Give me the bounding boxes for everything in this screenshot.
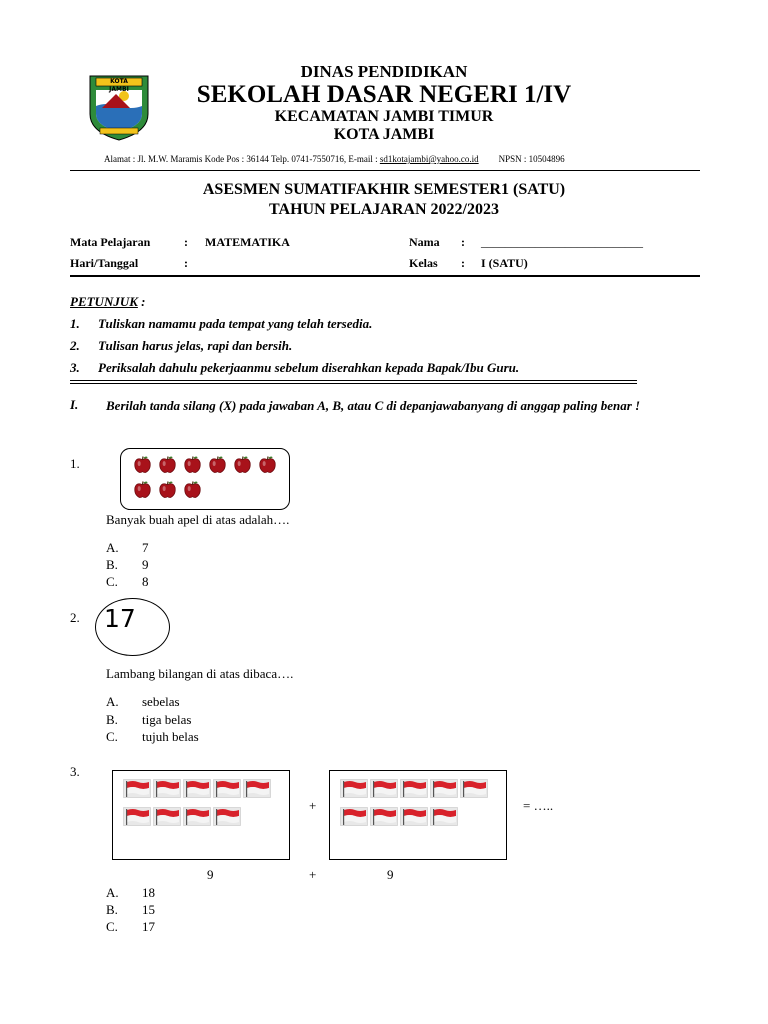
flag-icon: [340, 807, 368, 831]
instruction-text: Periksalah dahulu pekerjaanmu sebelum diserahkan kepada Bapak/Ibu Guru.: [98, 360, 520, 375]
header-agency: DINAS PENDIDIKAN: [300, 62, 468, 81]
day-colon: :: [184, 256, 188, 270]
name-label: Nama: [409, 235, 440, 249]
email-link[interactable]: sd1kotajambi@yahoo.co.id: [379, 154, 479, 164]
section-instruction: Berilah tanda silang (X) pada jawaban A, B, atau C di depanjawabanyang di anggap paling benar !: [106, 398, 641, 413]
option-letter[interactable]: C.: [106, 729, 118, 744]
name-field[interactable]: ___________________________: [481, 235, 643, 249]
instruction-num: 3.: [70, 360, 80, 375]
instruction-text: Tulisan harus jelas, rapi dan bersih.: [98, 338, 293, 353]
apple-icon: [233, 455, 252, 479]
option-text: 17: [142, 919, 155, 934]
flag-icon: [213, 807, 241, 831]
option-letter[interactable]: A.: [106, 540, 119, 555]
left-count: 9: [207, 867, 214, 882]
flag-icon: [430, 779, 458, 803]
flag-icon: [213, 779, 241, 803]
number-circle: [95, 598, 170, 656]
instructions-divider: [70, 380, 637, 384]
figure-number: 17: [104, 604, 136, 633]
apple-icon: [133, 455, 152, 479]
instructions-heading-text: PETUNJUK: [70, 294, 138, 309]
question-number: 3.: [70, 764, 80, 779]
npsn-text: NPSN : 10504896: [498, 154, 565, 164]
day-label: Hari/Tanggal: [70, 256, 139, 270]
option-text: tujuh belas: [142, 729, 199, 744]
flag-icon: [430, 807, 458, 831]
flag-icon: [153, 779, 181, 803]
header-city: KOTA JAMBI: [333, 126, 435, 143]
subject-value: MATEMATIKA: [205, 235, 290, 249]
flag-box-right: [329, 770, 507, 860]
right-count: 9: [387, 867, 394, 882]
apple-icon: [133, 480, 152, 504]
option-letter[interactable]: C.: [106, 574, 118, 589]
instructions-heading-colon: :: [137, 294, 146, 309]
flag-icon: [243, 779, 271, 803]
option-text: 7: [142, 540, 149, 555]
question-number: 2.: [70, 610, 80, 625]
flag-icon: [123, 779, 151, 803]
option-letter[interactable]: B.: [106, 712, 118, 727]
letterhead-divider: [70, 170, 700, 171]
class-value: I (SATU): [481, 256, 528, 270]
address-text: Alamat : Jl. M.W. Maramis Kode Pos : 36144 Telp. 0741-7550716, E-mail :: [104, 154, 380, 164]
option-text: 18: [142, 885, 155, 900]
flag-icon: [400, 779, 428, 803]
subject-label: Mata Pelajaran: [70, 235, 151, 249]
option-letter[interactable]: B.: [106, 557, 118, 572]
flag-icon: [370, 807, 398, 831]
option-letter[interactable]: B.: [106, 902, 118, 917]
instructions-heading: [70, 294, 145, 310]
apple-icon: [158, 455, 177, 479]
instruction-num: 2.: [70, 338, 80, 353]
instruction-num: 1.: [70, 316, 80, 331]
logo-text: KOTA JAMBI: [109, 78, 129, 93]
plus-sign-count: +: [309, 867, 317, 882]
section-number: I.: [70, 397, 79, 412]
question-prompt: Banyak buah apel di atas adalah….: [106, 512, 290, 527]
class-label: Kelas: [409, 256, 438, 270]
instruction-text: Tuliskan namamu pada tempat yang telah tersedia.: [98, 316, 373, 331]
apple-icon: [158, 480, 177, 504]
flag-box-left: [112, 770, 290, 860]
question-number: 1.: [70, 456, 80, 471]
header-district: KECAMATAN JAMBI TIMUR: [274, 108, 494, 125]
equals-blank: = …..: [523, 798, 554, 813]
flag-icon: [183, 807, 211, 831]
exam-title: ASESMEN SUMATIFAKHIR SEMESTER1 (SATU): [202, 181, 566, 198]
apple-figure: [120, 448, 290, 510]
flag-icon: [153, 807, 181, 831]
header-school-name: SEKOLAH DASAR NEGERI 1/IV: [196, 81, 572, 108]
name-colon: :: [461, 235, 465, 249]
question-prompt: Lambang bilangan di atas dibaca….: [106, 666, 294, 681]
flag-icon: [460, 779, 488, 803]
option-text: tiga belas: [142, 712, 192, 727]
flag-icon: [340, 779, 368, 803]
subject-colon: :: [184, 235, 188, 249]
apple-icon: [183, 455, 202, 479]
option-text: 8: [142, 574, 149, 589]
apple-icon: [208, 455, 227, 479]
address-line: [104, 154, 704, 164]
option-text: 15: [142, 902, 155, 917]
option-letter[interactable]: C.: [106, 919, 118, 934]
flag-icon: [370, 779, 398, 803]
info-divider: [70, 275, 700, 277]
option-letter[interactable]: A.: [106, 694, 119, 709]
option-text: sebelas: [142, 694, 180, 709]
class-colon: :: [461, 256, 465, 270]
exam-year: TAHUN PELAJARAN 2022/2023: [269, 201, 499, 218]
plus-sign: +: [309, 798, 317, 813]
flag-icon: [183, 779, 211, 803]
flag-icon: [123, 807, 151, 831]
apple-icon: [183, 480, 202, 504]
option-text: 9: [142, 557, 149, 572]
option-letter[interactable]: A.: [106, 885, 119, 900]
flag-icon: [400, 807, 428, 831]
apple-icon: [258, 455, 277, 479]
